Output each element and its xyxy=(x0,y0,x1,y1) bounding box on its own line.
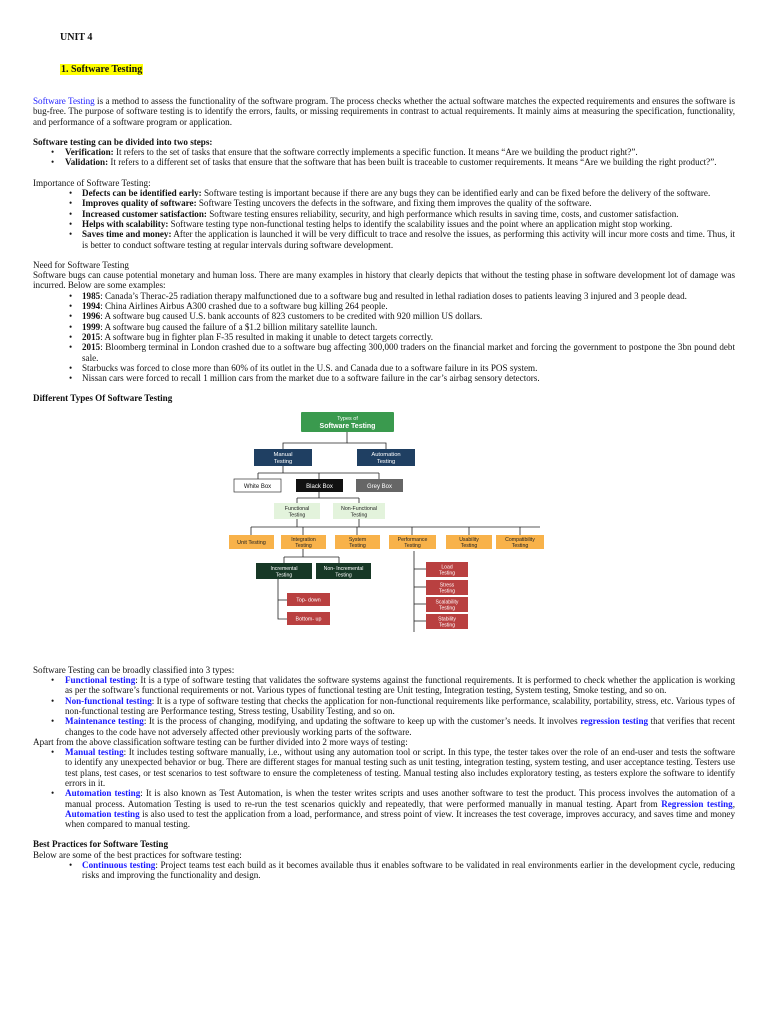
item-text: : It is a type of software testing that validates the software systems against the functional requirements. It is performed to check whether the application is working as per the software’s functional requirements or not. Various types of functional testing are Unit testing, Integration testing, System testing, Smoke testing, and so on. xyxy=(65,675,735,696)
incremental-label-line2: Testing xyxy=(275,572,293,579)
item-text: Nissan cars were forced to recall 1 million cars from the market due to a software failure in the car’s airbag sensory detectors. xyxy=(82,373,540,384)
load-label-line1: Load xyxy=(441,564,453,571)
nonincremental-testing-node xyxy=(316,563,371,579)
item-text: : Project teams test each build as it becomes available thus it enables software to be validated in real environments earlier in the development cycle, reducing risks and improving the functionality and design. xyxy=(82,860,735,881)
item-term: Saves time and money: xyxy=(82,229,172,240)
compatibility-label-line2: Testing xyxy=(511,542,529,549)
nonfunctional-label-line1: Non-Functional xyxy=(341,505,377,512)
integration-testing-node xyxy=(281,535,326,549)
load-label-line2: Testing xyxy=(438,570,456,577)
nonincremental-label-line2: Testing xyxy=(335,572,352,579)
item-text: : A software bug caused U.S. bank accounts of 823 customers to be credited with 920 million US dollars. xyxy=(100,311,483,322)
item-text: , xyxy=(732,798,735,809)
importance-heading: Importance of Software Testing: xyxy=(33,177,151,188)
incremental-testing-node xyxy=(256,563,312,579)
unit-testing-label: Unit Testing xyxy=(237,539,266,546)
list-item xyxy=(33,675,735,696)
functional-label-line1: Functional xyxy=(284,505,310,512)
item-text: : It is a type of software testing that checks the application for non-functional requirements like performance, scalability, portability, stress, etc. Various types of non-functional testing are Performance testing, Stress testing, Usability Testing, and so on. xyxy=(65,695,735,716)
section-title-highlighted: 1. Software Testing xyxy=(61,64,143,75)
item-text: It refers to a different set of tasks that ensure that the software that has been built is traceable to customer requirements. It means “Are we building the right product?”. xyxy=(108,157,717,168)
usability-testing-node xyxy=(446,535,492,549)
automation-testing-link-2[interactable]: Automation testing xyxy=(65,808,140,819)
item-text: Software testing type non-functional testing helps to identify the scalability issues and the point where an application might stop working. xyxy=(168,218,673,229)
compatibility-testing-node xyxy=(496,535,544,549)
intro-text: is a method to assess the functionality of the software program. The process checks whether the actual software matches the expected requirements and ensures the software is bug-free. The purpose of software testing is to identify the errors, faults, or missing requirements in contrast to actual requirements. It mainly aims at measuring the specification, functionality, and performance of a software program or application. xyxy=(33,96,735,127)
item-term: Increased customer satisfaction: xyxy=(82,208,207,219)
list-item xyxy=(33,219,735,229)
list-item xyxy=(33,198,735,208)
need-list xyxy=(33,291,735,384)
manual-label-line2: Testing xyxy=(273,458,293,465)
item-term: 2015 xyxy=(82,342,101,353)
types-of-testing-diagram xyxy=(229,407,579,662)
black-box-node xyxy=(296,479,343,492)
stability-label-line2: Testing xyxy=(438,622,456,629)
nonfunctional-label-line2: Testing xyxy=(350,512,368,519)
compatibility-label-line1: Compatibility xyxy=(505,536,535,543)
root-node xyxy=(301,412,394,432)
maintenance-testing-link[interactable]: Maintenance testing xyxy=(65,716,144,727)
item-term: Validation: xyxy=(65,157,109,168)
automation-testing-link[interactable]: Automation testing xyxy=(65,788,141,799)
item-text: After the application is launched it will be very difficult to trace and resolve the issues, as performing this activity will incur more costs and time. Thus, it is better to conduct software testing at regular intervals during software development. xyxy=(82,229,735,250)
scalability-label-line1: Scalability xyxy=(435,599,459,606)
list-item xyxy=(33,747,735,788)
types-diagram-container xyxy=(33,407,735,665)
system-label-line1: System xyxy=(348,536,367,543)
functional-testing-node xyxy=(274,503,320,519)
item-text: : China Airlines Airbus A300 crashed due to a software bug killing 264 people. xyxy=(100,301,388,312)
black-box-label: Black Box xyxy=(306,483,333,490)
best-practices-heading: Best Practices for Software Testing xyxy=(33,839,169,850)
stability-label-line1: Stability xyxy=(438,616,456,623)
nonincremental-label-line1: Non- Incremental xyxy=(323,565,364,572)
testing-ways-list xyxy=(33,747,735,829)
item-term: 1996 xyxy=(82,311,101,322)
intro-paragraph xyxy=(33,96,735,127)
stress-label-line2: Testing xyxy=(438,588,456,595)
white-box-label: White Box xyxy=(243,483,272,490)
integration-label-line2: Testing xyxy=(295,542,312,549)
list-item xyxy=(33,788,735,829)
scalability-testing-node xyxy=(426,597,468,612)
unit-testing-node xyxy=(229,535,274,549)
list-item xyxy=(33,363,735,373)
item-text: : A software bug in fighter plan F-35 resulted in making it unable to detect targets correctly. xyxy=(100,331,434,342)
usability-label-line1: Usability xyxy=(459,536,479,543)
manual-testing-link[interactable]: Manual testing xyxy=(65,747,124,758)
root-label-line1: Types of xyxy=(337,415,358,422)
types-heading: Different Types Of Software Testing xyxy=(33,393,173,404)
list-item xyxy=(33,860,735,881)
item-term: Defects can be identified early: xyxy=(82,188,202,199)
automation-testing-node xyxy=(357,449,415,466)
best-practices-intro: Below are some of the best practices for software testing: xyxy=(33,849,242,860)
need-paragraph: Software bugs can cause potential monetary and human loss. There are many examples in history that clearly depicts that without the testing phase in software development lot of damage was incurred. Below are some examples: xyxy=(33,270,735,291)
document-body xyxy=(33,96,735,881)
apart-paragraph: Apart from the above classification software testing can be further divided into 2 more ways of testing: xyxy=(33,736,408,747)
list-item xyxy=(33,157,735,167)
item-term: 2015 xyxy=(82,331,101,342)
incremental-label-line1: Incremental xyxy=(270,565,298,572)
list-item xyxy=(33,291,735,301)
item-term: 1999 xyxy=(82,321,101,332)
software-testing-link[interactable]: Software Testing xyxy=(33,96,95,106)
item-text: It refers to the set of tasks that ensure that the software correctly implements a specific function. It means “Are we building the product right?”. xyxy=(113,147,638,158)
item-term: 1985 xyxy=(82,290,101,301)
item-text: that verifies that recent changes to the code have not adversely affected other previously working parts of the software. xyxy=(65,716,736,737)
stress-testing-node xyxy=(426,580,468,595)
automation-label-line1: Automation xyxy=(371,451,401,458)
load-testing-node xyxy=(426,562,468,577)
item-term: 1994 xyxy=(82,301,101,312)
item-text: : Canada’s Therac-25 radiation therapy malfunctioned due to a software bug and resulted in lethal radiation doses to patients leaving 3 injured and 3 people dead. xyxy=(100,290,687,301)
best-practices-list xyxy=(33,860,735,881)
classified-list xyxy=(33,675,735,737)
bottom-up-label: Bottom- up xyxy=(295,616,322,623)
list-item xyxy=(33,301,735,311)
list-item xyxy=(33,332,735,342)
top-down-label: Top- down xyxy=(296,597,321,604)
integration-label-line1: Integration xyxy=(291,536,316,543)
item-text: : It is also known as Test Automation, is when the tester writes scripts and uses another software to test the product. This process involves the automation of a manual process. Automation Testing is used to re-run the test scenarios quickly and repeatedly, that were performed manually in manual testing. Apart from xyxy=(65,788,735,809)
item-text: Software testing ensures reliability, security, and high performance which results in saving time, costs, and customer satisfaction. xyxy=(206,208,679,219)
stress-label-line1: Stress xyxy=(439,582,455,589)
manual-testing-node xyxy=(254,449,312,466)
list-item xyxy=(33,696,735,717)
bottom-up-node xyxy=(287,612,330,625)
list-item xyxy=(33,209,735,219)
nonfunctional-testing-node xyxy=(333,503,385,519)
regression-testing-link[interactable]: regression testing xyxy=(580,716,649,727)
grey-box-node xyxy=(356,479,403,492)
performance-label-line1: Performance xyxy=(397,536,428,543)
manual-label-line1: Manual xyxy=(273,451,293,458)
item-text: is also used to test the application from a load, performance, and stress point of view. It increases the test coverage, improves accuracy, and saves time and money when compared to manual testing. xyxy=(65,808,735,830)
list-item xyxy=(33,311,735,321)
item-text: : It is the process of changing, modifying, and updating the software to keep up with the customer’s needs. It involves xyxy=(143,716,581,727)
system-label-line2: Testing xyxy=(349,542,366,549)
item-term: Improves quality of software: xyxy=(82,198,197,209)
list-item xyxy=(33,188,735,198)
list-item xyxy=(33,147,735,157)
performance-label-line2: Testing xyxy=(404,542,421,549)
performance-testing-node xyxy=(389,535,436,549)
system-testing-node xyxy=(335,535,380,549)
continuous-testing-link[interactable]: Continuous testing xyxy=(82,860,156,871)
unit-heading: UNIT 4 xyxy=(60,32,93,43)
root-label-line2: Software Testing xyxy=(319,422,376,430)
list-item xyxy=(33,229,735,250)
white-box-node xyxy=(234,479,281,492)
item-text: : It includes testing software manually, i.e., without using any automation tool or script. In this type, the tester takes over the role of an end-user and tests the software to identify any unexpected behavior or bug. There are different stages for manual testing such as unit testing, integration testing, system testing, and user acceptance testing. Testers use test plans, test cases, or test scenarios to test software to ensure the completeness of testing. Manual testing also includes exploratory testing, as testers explore the software to identify errors in it. xyxy=(65,747,735,788)
list-item xyxy=(33,716,735,737)
stability-testing-node xyxy=(426,614,468,629)
functional-label-line2: Testing xyxy=(288,512,306,519)
item-text: : Bloomberg terminal in London crashed due to a software bug affecting 300,000 traders on the financial market and forcing the government to postpone the 3bn pound debt sale. xyxy=(82,342,735,363)
two-steps-list xyxy=(33,147,735,168)
item-term: Helps with scalability: xyxy=(82,218,169,229)
list-item xyxy=(33,373,735,383)
two-steps-heading: Software testing can be divided into two steps: xyxy=(33,136,213,147)
item-text: : A software bug caused the failure of a $1.2 billion military satellite launch. xyxy=(100,321,378,332)
top-down-node xyxy=(287,593,330,606)
item-text: Starbucks was forced to close more than 60% of its outlet in the U.S. and Canada due to a software failure in its POS system. xyxy=(82,362,538,373)
automation-label-line2: Testing xyxy=(376,458,396,465)
usability-label-line2: Testing xyxy=(460,542,478,549)
importance-list xyxy=(33,188,735,250)
item-text: Software Testing uncovers the defects in the software, and fixing them improves the quality of the software. xyxy=(196,198,592,209)
list-item xyxy=(33,342,735,363)
regression-testing-link-2[interactable]: Regression testing xyxy=(661,798,733,809)
need-heading: Need for Software Testing xyxy=(33,259,129,270)
item-text: Software testing is important because if there are any bugs they can be identified early and can be fixed before the delivery of the software. xyxy=(201,188,711,199)
functional-testing-link[interactable]: Functional testing xyxy=(65,675,136,686)
scalability-label-line2: Testing xyxy=(438,605,456,612)
classified-heading: Software Testing can be broadly classified into 3 types: xyxy=(33,664,235,675)
nonfunctional-testing-link[interactable]: Non-functional testing xyxy=(65,695,152,706)
item-term: Verification: xyxy=(65,147,114,158)
grey-box-label: Grey Box xyxy=(366,483,393,490)
list-item xyxy=(33,322,735,332)
